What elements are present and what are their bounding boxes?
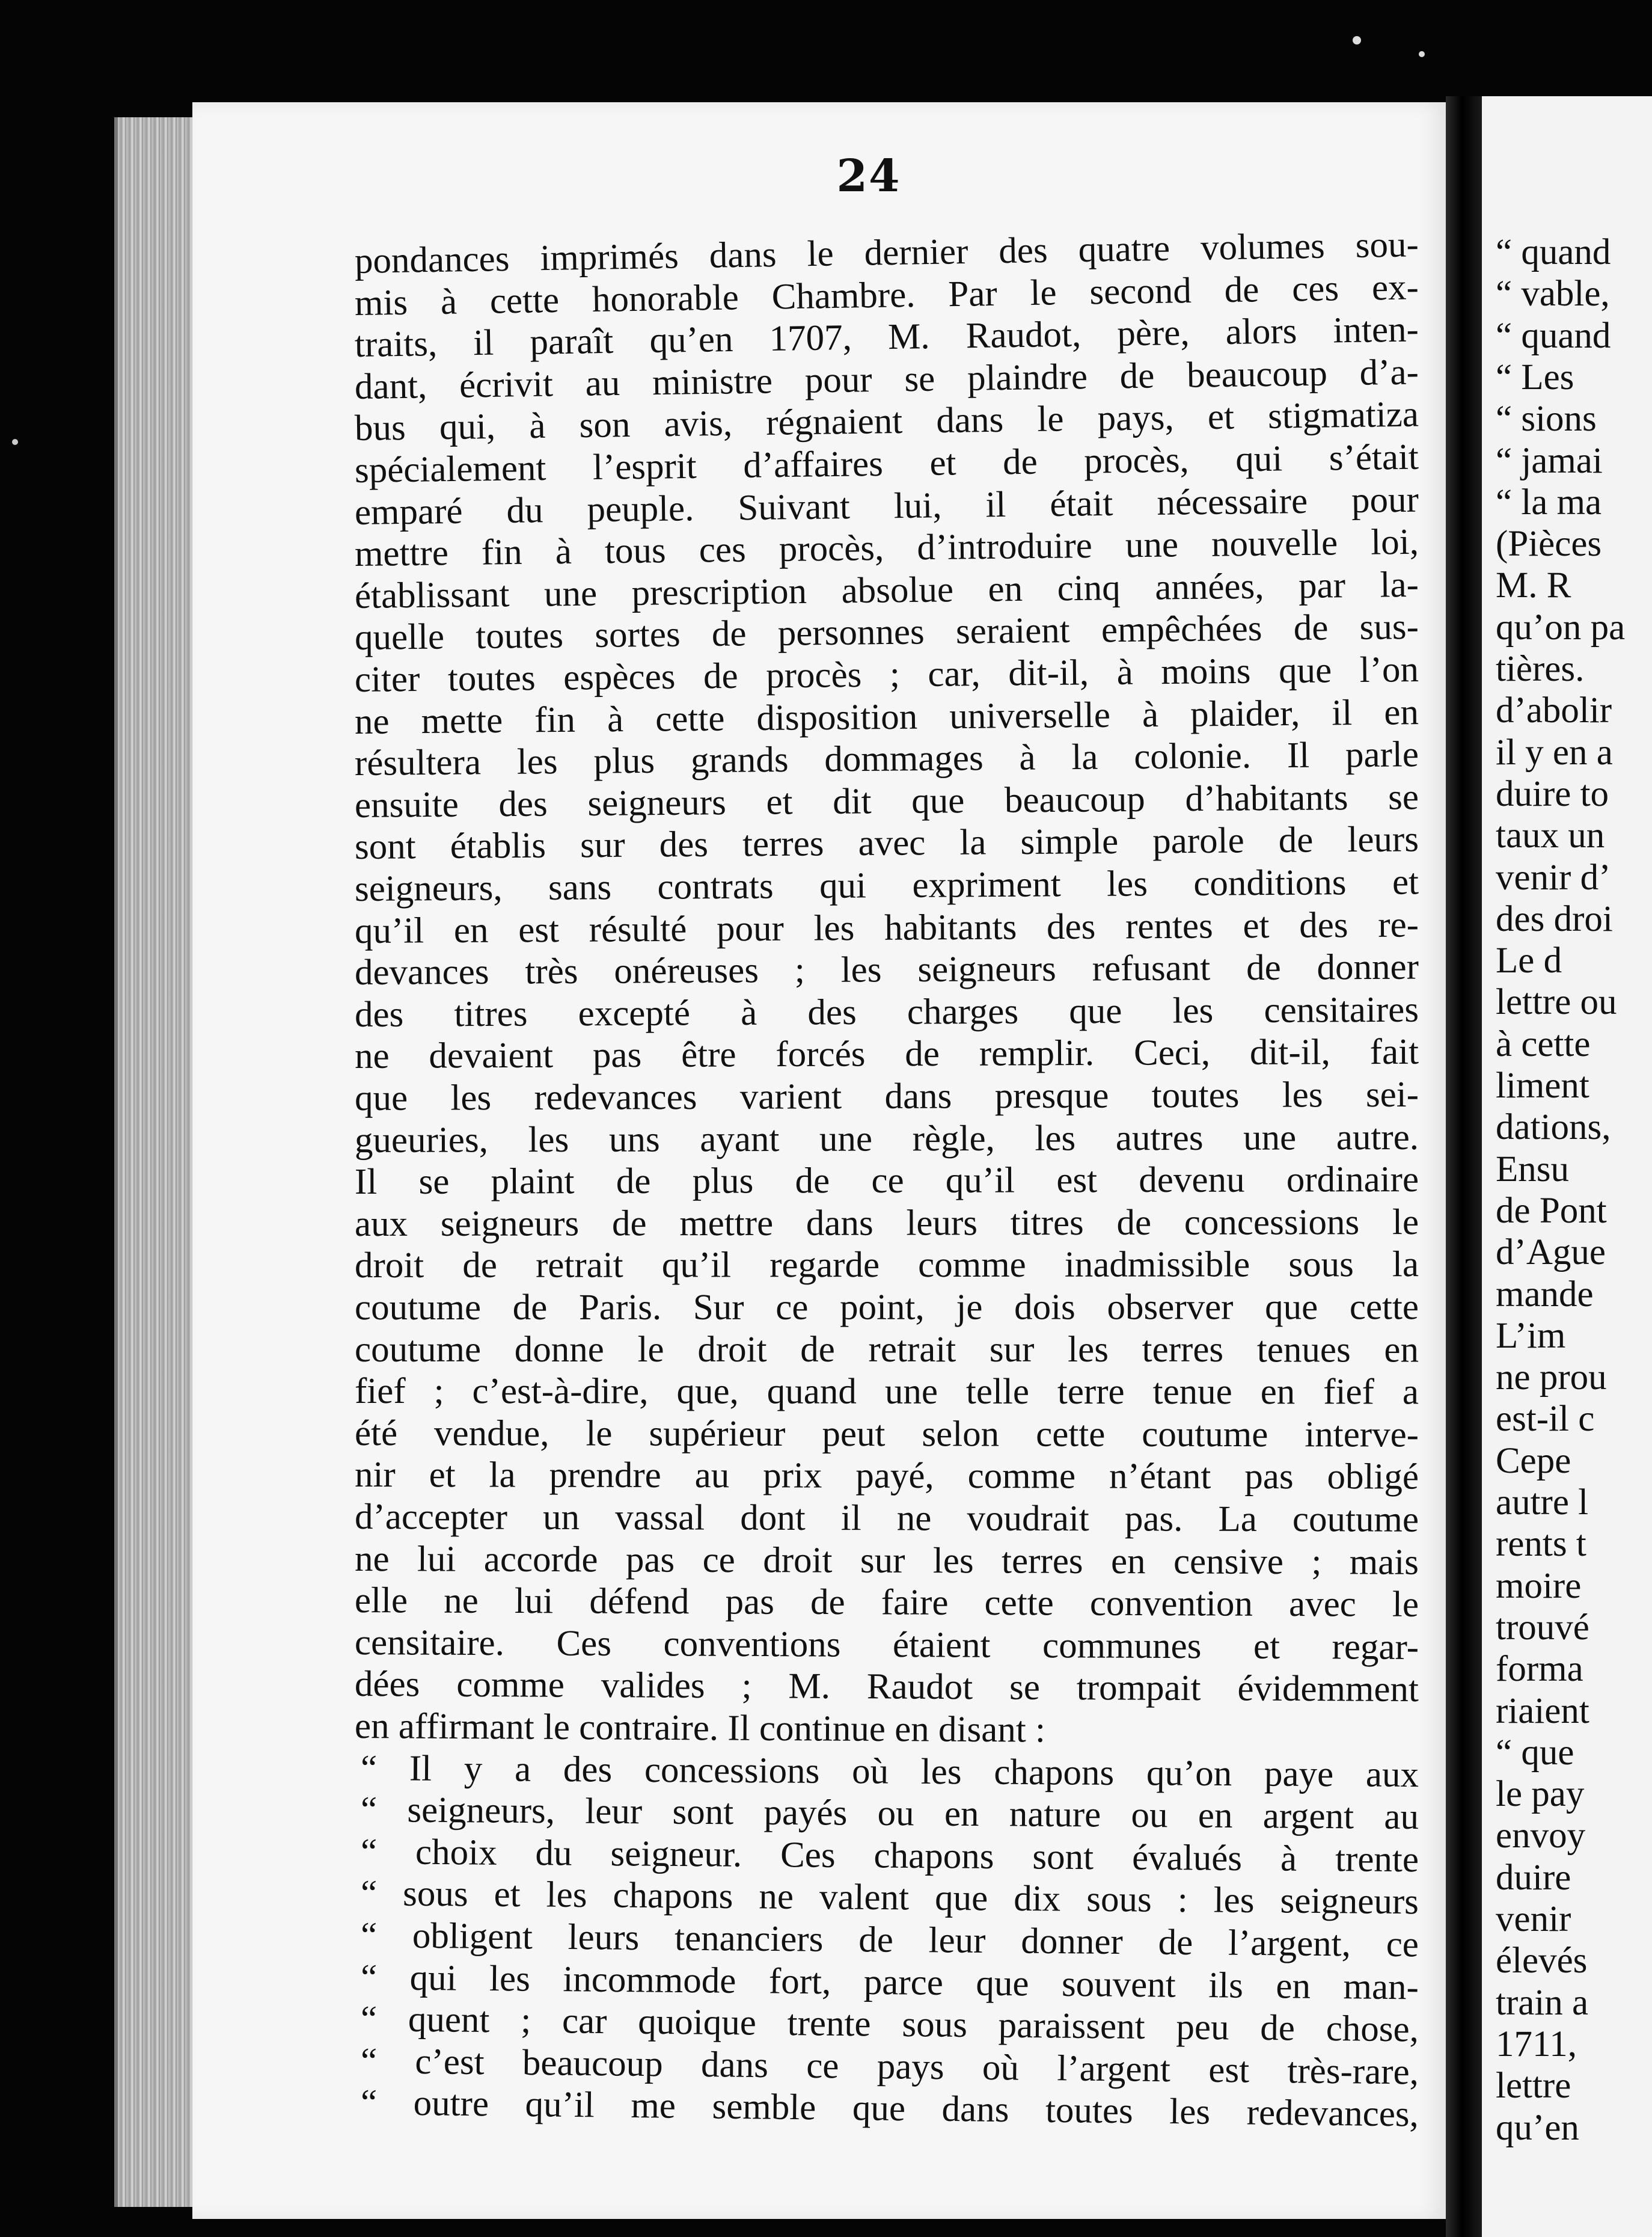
body-text-line: traits, il paraît qu’en 1707, M. Raudot, père, alors inten-	[354, 309, 1419, 366]
body-text-line: en affirmant le contraire. Il continue en disant :	[354, 1706, 1046, 1751]
right-page-text-line: rents t	[1496, 1524, 1586, 1565]
right-page-text-line: forma	[1496, 1649, 1583, 1690]
body-text-line: ne mette fin à cette disposition universelle à plaider, il en	[354, 692, 1419, 742]
body-text-line: coutume de Paris. Sur ce point, je dois observer que cette	[354, 1287, 1419, 1328]
dust-speck	[1353, 36, 1361, 44]
right-page-text-line: “ vable,	[1496, 274, 1610, 315]
right-page-text-line: élevés	[1496, 1941, 1588, 1981]
body-text-line: nir et la prendre au prix payé, comme n’étant pas obligé	[354, 1455, 1419, 1497]
body-text-line: seigneurs, sans contrats qui expriment les conditions et	[354, 862, 1419, 909]
body-text-line: dées comme valides ; M. Raudot se trompait évidemment	[354, 1664, 1419, 1710]
right-page-text-line: qu’en	[1496, 2107, 1579, 2148]
right-page-text-line: trouvé	[1496, 1607, 1589, 1648]
right-page-text-line: est-il c	[1496, 1399, 1595, 1440]
right-page-text-line: (Pièces	[1496, 524, 1602, 565]
body-text-line: spécialement l’esprit d’affaires et de procès, qui s’était	[354, 437, 1419, 491]
body-text-line: qu’il en est résulté pour les habitants des rentes et des re-	[354, 904, 1419, 951]
body-text-line: mis à cette honorable Chambre. Par le second de ces ex-	[354, 266, 1419, 324]
quote-text-line: “ sous et les chapons ne valent que dix sous : les seigneurs	[360, 1873, 1419, 1922]
body-text-line: citer toutes espèces de procès ; car, dit-il, à moins que l’on	[354, 649, 1419, 700]
right-page-text-line: le pay	[1496, 1774, 1585, 1815]
page-number: 24	[836, 150, 901, 202]
right-page-text-line: moire	[1496, 1565, 1582, 1606]
quote-text-line: “ outre qu’il me semble que dans toutes les redevances,	[360, 2082, 1419, 2135]
body-text-line: ne devaient pas être forcés de remplir. Ceci, dit-il, fait	[354, 1032, 1419, 1077]
quote-text-line: “ Il y a des concessions où les chapons qu’on paye aux	[360, 1748, 1419, 1795]
body-text-line: d’accepter un vassal dont il ne voudrait pas. La coutume	[354, 1497, 1419, 1540]
right-page-text-line: “ la ma	[1496, 482, 1602, 523]
right-page-text-line: lettre ou	[1496, 982, 1617, 1023]
right-page-text-line: L’im	[1496, 1315, 1566, 1356]
right-page-text-line: Le d	[1496, 941, 1562, 981]
right-page-text-line: lettre	[1496, 2066, 1571, 2107]
right-page-text-line: Cepe	[1496, 1440, 1571, 1481]
body-text-line: censitaire. Ces conventions étaient communes et regar-	[354, 1622, 1419, 1668]
book-gutter	[1446, 96, 1482, 2237]
right-page-text-line: mande	[1496, 1274, 1594, 1315]
body-text-line: pondances imprimés dans le dernier des quatre volumes sou-	[354, 224, 1419, 281]
body-text-line: devances très onéreuses ; les seigneurs refusant de donner	[354, 947, 1419, 993]
right-page-text-line: à cette	[1496, 1023, 1591, 1064]
quote-text-line: “ seigneurs, leur sont payés ou en nature ou en argent au	[360, 1790, 1419, 1838]
quote-text-line: “ qui les incommode fort, parce que souvent ils en man-	[360, 1957, 1419, 2008]
body-text-line: gueuries, les uns ayant une règle, les autres une autre.	[354, 1117, 1419, 1161]
quote-text-line: “ obligent leurs tenanciers de leur donner de l’argent, ce	[360, 1915, 1419, 1965]
body-text-line: dant, écrivit au ministre pour se plaindre de beaucoup d’a-	[354, 352, 1419, 407]
right-page-text-line: de Pont	[1496, 1190, 1607, 1231]
right-page-text-line: tières.	[1496, 649, 1585, 689]
body-text-line: été vendue, le supérieur peut selon cette coutume interve-	[354, 1413, 1419, 1455]
body-text-line: elle ne lui défend pas de faire cette convention avec le	[354, 1580, 1419, 1625]
right-page-text-line: Ensu	[1496, 1149, 1569, 1189]
dust-speck	[12, 439, 18, 445]
right-page-text-line: train a	[1496, 1982, 1589, 2023]
right-page-text-line: “ quand	[1496, 232, 1611, 272]
quote-text-line: “ choix du seigneur. Ces chapons sont évalués à trente	[360, 1831, 1419, 1880]
body-text-line: coutume donne le droit de retrait sur les terres tenues en	[354, 1329, 1419, 1370]
right-page-text-line: qu’on pa	[1496, 607, 1626, 648]
right-page-text-line: ne prou	[1496, 1357, 1607, 1398]
right-page-text-line: il y en a	[1496, 732, 1613, 773]
body-text-line: fief ; c’est-à-dire, que, quand une telle terre tenue en fief a	[354, 1371, 1419, 1413]
right-page-text-line: d’Ague	[1496, 1232, 1606, 1273]
dust-speck	[1419, 51, 1425, 57]
body-text-line: résultera les plus grands dommages à la colonie. Il parle	[354, 734, 1419, 784]
right-page-text-line: 1711,	[1496, 2024, 1577, 2064]
quote-text-line: “ c’est beaucoup dans ce pays où l’argent est très-rare,	[360, 2040, 1419, 2093]
body-text-line: sont établis sur des terres avec la simple parole de leurs	[354, 819, 1419, 868]
right-page-text-line: liment	[1496, 1066, 1589, 1106]
body-text-line: ensuite des seigneurs et dit que beaucoup d’habitants se	[354, 777, 1419, 826]
right-page-text-line: duire to	[1496, 773, 1609, 814]
body-text-line: des titres excepté à des charges que les censitaires	[354, 989, 1419, 1035]
right-page-text-line: riaient	[1496, 1690, 1589, 1731]
page-stack-edges	[114, 117, 202, 2207]
body-text-line: aux seigneurs de mettre dans leurs titres de concessions le	[354, 1201, 1419, 1244]
right-page-text-line: “ que	[1496, 1732, 1574, 1773]
body-text-line: Il se plaint de plus de ce qu’il est devenu ordinaire	[354, 1159, 1419, 1203]
quote-text-line: “ quent ; car quoique trente sous paraissent peu de chose,	[360, 1999, 1419, 2050]
right-page-text-line: dations,	[1496, 1107, 1611, 1148]
right-page-text-line: d’abolir	[1496, 690, 1612, 731]
body-text-line: droit de retrait qu’il regarde comme inadmissible sous la	[354, 1244, 1419, 1286]
right-page-text-line: taux un	[1496, 815, 1605, 856]
right-page-text-line: M. R	[1496, 565, 1571, 606]
right-page-text-line: venir	[1496, 1899, 1571, 1939]
body-text-line: quelle toutes sortes de personnes seraient empêchées de sus-	[354, 607, 1419, 658]
right-page-text-line: “ Les	[1496, 357, 1574, 397]
body-text-line: emparé du peuple. Suivant lui, il était nécessaire pour	[354, 479, 1419, 533]
body-text-line: mettre fin à tous ces procès, d’introduire une nouvelle loi,	[354, 521, 1419, 575]
right-page-text-line: “ jamai	[1496, 440, 1603, 481]
body-text-line: bus qui, à son avis, régnaient dans le pays, et stigmatiza	[354, 394, 1419, 449]
right-page-text-line: venir d’	[1496, 857, 1611, 898]
right-page-text-line: “ sions	[1496, 399, 1597, 440]
body-text-line: ne lui accorde pas ce droit sur les terres en censive ; mais	[354, 1538, 1419, 1583]
right-page-text-line: duire	[1496, 1857, 1571, 1898]
right-page-text-line: “ quand	[1496, 315, 1611, 356]
right-page-text-line: autre l	[1496, 1482, 1589, 1523]
body-text-line: établissant une prescription absolue en cinq années, par la-	[354, 564, 1419, 616]
right-page-text-line: des droi	[1496, 898, 1613, 939]
body-text-line: que les redevances varient dans presque toutes les sei-	[354, 1074, 1419, 1118]
right-page-text-line: envoy	[1496, 1815, 1586, 1856]
